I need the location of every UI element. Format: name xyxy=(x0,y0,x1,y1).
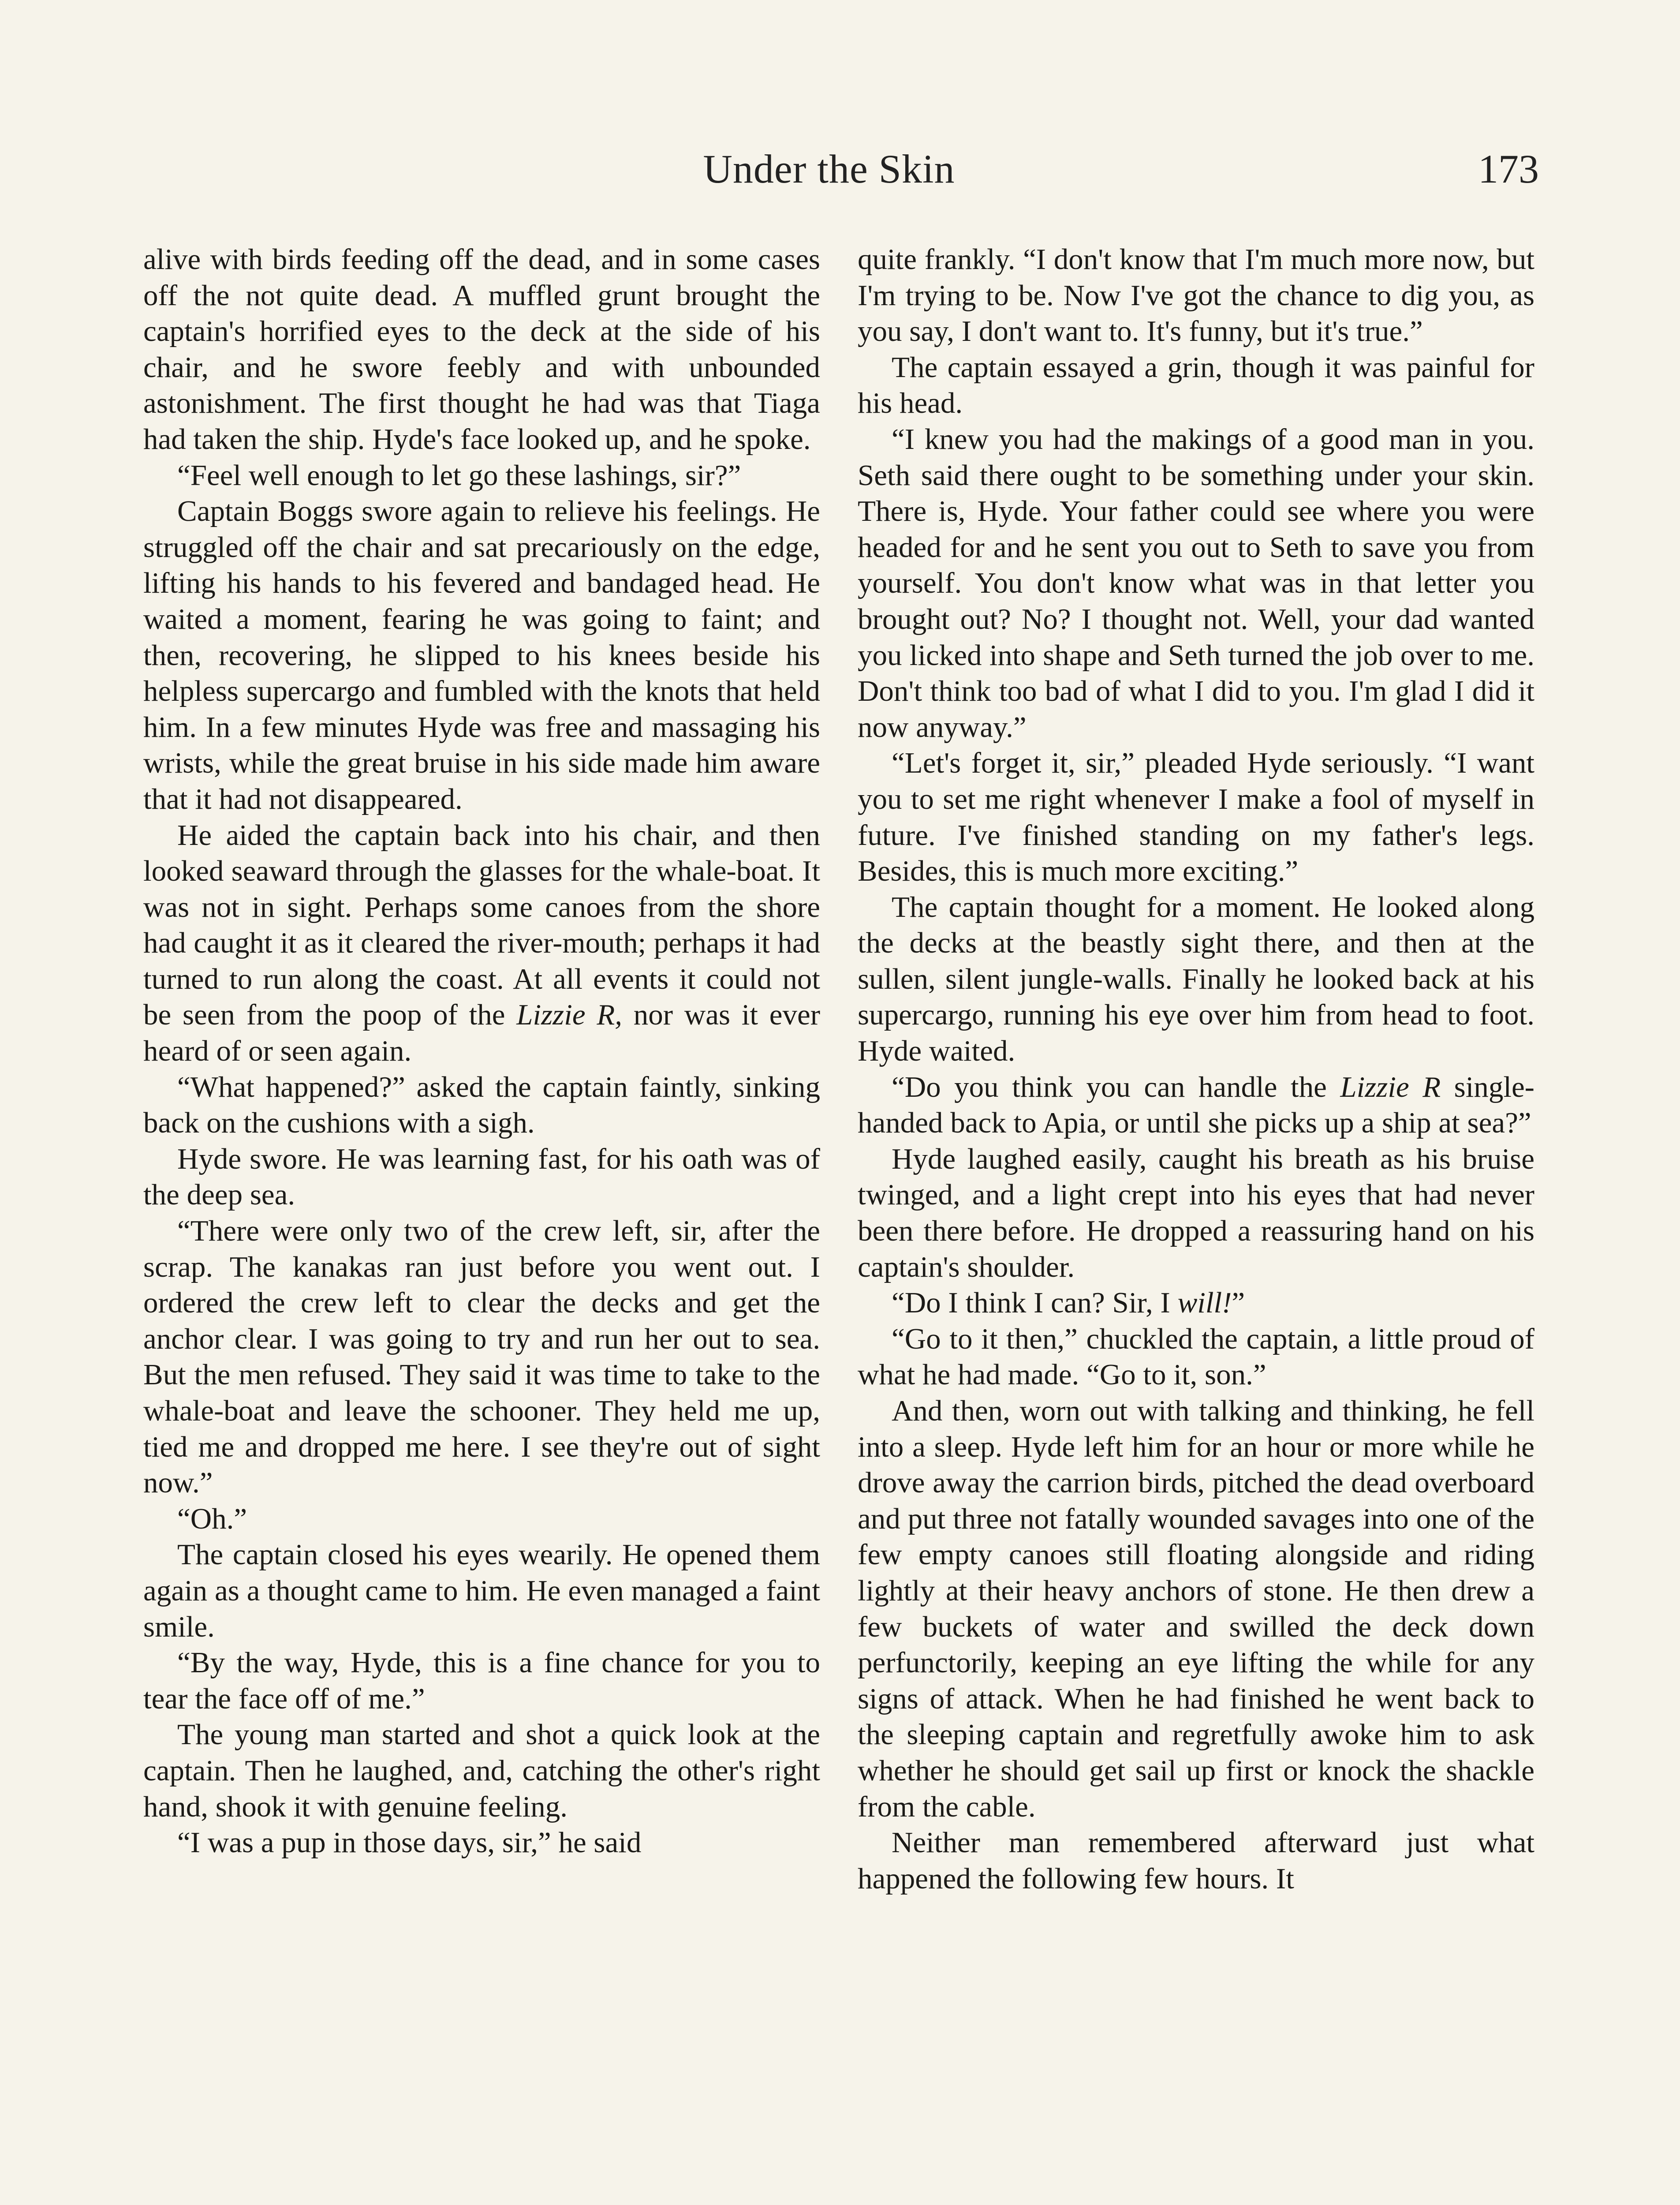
paragraph: quite frankly. “I don't know that I'm much more now, but I'm trying to be. Now I've got the chance to dig you, as you say, I don't want to. It's funny, but it's true.” xyxy=(858,243,1534,348)
paragraph-text: single-handed back to Apia, or until she picks up a ship at sea?” xyxy=(858,1070,1534,1140)
paragraph: “I knew you had the makings of a good man in you. Seth said there ought to be something under your skin. There is, Hyde. Your father could see where you were headed for and he sent you out to Seth to save you from yourself. You don't know what was in that letter you brought out? No? I thought not. Well, your dad wanted you licked into shape and Seth turned the job over to me. Don't think too bad of what I did to you. I'm glad I did it now anyway.” xyxy=(858,422,1534,744)
paragraph-text: nor was it ever heard of or seen again. xyxy=(143,998,821,1068)
paragraph: “There were only two of the crew left, sir, after the scrap. The kanakas ran just before you went out. I ordered the crew left to clear the decks and get the anchor clear. I was going to try and run her out to sea. But the men refused. They said it was time to take to the whale-boat and leave the schooner. They held me up, tied me and dropped me here. I see they're out of sight now.” xyxy=(143,1215,820,1499)
left-text-column xyxy=(143,242,820,1861)
paragraph: “Go to it then,” chuckled the captain, a little proud of what he had made. “Go to it, son.” xyxy=(858,1322,1534,1391)
paragraph: Captain Boggs swore again to relieve his feelings. He struggled off the chair and sat precariously on the edge, lifting his hands to his fevered and bandaged head. He waited a moment, fearing he was going to faint; and then, recovering, he slipped to his knees beside his helpless supercargo and fumbled with the knots that held him. In a few minutes Hyde was free and massaging his wrists, while the great bruise in his side made him aware that it had not disappeared. xyxy=(143,495,820,815)
paragraph: And then, worn out with talking and thinking, he fell into a sleep. Hyde left him for an hour or more while he drove away the carrion birds, pitched the dead overboard and put three not fatally wounded savages into one of the few empty canoes still floating alongside and riding lightly at their heavy anchors of stone. He then drew a few buckets of water and swilled the deck down perfunctorily, keeping an eye lifting the while for any signs of attack. When he had finished he went back to the sleeping captain and regretfully awoke him to ask whether he should get sail up first or knock the shackle from the cable. xyxy=(858,1394,1534,1823)
page-number: 173 xyxy=(1478,146,1539,191)
paragraph: alive with birds feeding off the dead, and in some cases off the not quite dead. A muffled grunt brought the captain's horrified eyes to the deck at the side of his chair, and he swore feebly and with unbounded astonishment. The first thought he had was that Tiaga had taken the ship. Hyde's face looked up, and he spoke. xyxy=(143,243,820,456)
paragraph: “Let's forget it, sir,” pleaded Hyde seriously. “I want you to set me right whenever I make a fool of myself in future. I've finished standing on my father's legs. Besides, this is much more exciting.” xyxy=(858,747,1534,888)
ship-name: Lizzie R xyxy=(1340,1070,1441,1103)
paragraph: Neither man remembered afterward just what happened the following few hours. It xyxy=(858,1826,1534,1895)
paragraph: Hyde laughed easily, caught his breath as his bruise twinged, and a light crept into his eyes that had never been there before. He dropped a reassuring hand on his captain's shoulder. xyxy=(858,1142,1534,1283)
ship-name: Lizzie R, xyxy=(516,998,623,1031)
emphasis-will: will! xyxy=(1177,1286,1232,1319)
paragraph-text: ” xyxy=(1232,1286,1245,1319)
running-title: Under the Skin xyxy=(703,146,955,191)
paragraph xyxy=(143,818,820,1069)
paragraph-text: “Do I think I can? Sir, I xyxy=(892,1286,1170,1319)
paragraph: “Oh.” xyxy=(177,1502,247,1535)
paragraph: “By the way, Hyde, this is a fine chance for you to tear the face off of me.” xyxy=(143,1646,820,1715)
paragraph-text: “Do you think you can handle the xyxy=(892,1070,1327,1103)
right-text-column xyxy=(858,242,1534,1897)
paragraph: “Feel well enough to let go these lashings, sir?” xyxy=(177,459,741,492)
paragraph: The captain thought for a moment. He looked along the decks at the beastly sight there, and then at the sullen, silent jungle-walls. Finally he looked back at his supercargo, running his eye over him from head to foot. Hyde waited. xyxy=(858,890,1534,1068)
paragraph: Hyde swore. He was learning fast, for his oath was of the deep sea. xyxy=(143,1142,820,1211)
paragraph-text: He aided the captain back into his chair, and then looked seaward through the glasses for the whale-boat. It was not in sight. Perhaps some canoes from the shore had caught it as it cleared the river-mouth; perhaps it had turned to run along the coast. At all events it could not be seen from the poop of the xyxy=(143,818,820,1031)
paragraph: The captain essayed a grin, though it was painful for his head. xyxy=(858,351,1534,420)
paragraph: “What happened?” asked the captain faintly, sinking back on the cushions with a sigh. xyxy=(143,1070,820,1140)
paragraph: “I was a pup in those days, sir,” he said xyxy=(177,1826,642,1859)
paragraph: The captain closed his eyes wearily. He opened them again as a thought came to him. He even managed a faint smile. xyxy=(143,1538,820,1643)
paragraph: The young man started and shot a quick look at the captain. Then he laughed, and, catching the other's right hand, shook it with genuine feeling. xyxy=(143,1718,820,1823)
paragraph xyxy=(858,1285,1534,1321)
paragraph xyxy=(858,1069,1534,1141)
